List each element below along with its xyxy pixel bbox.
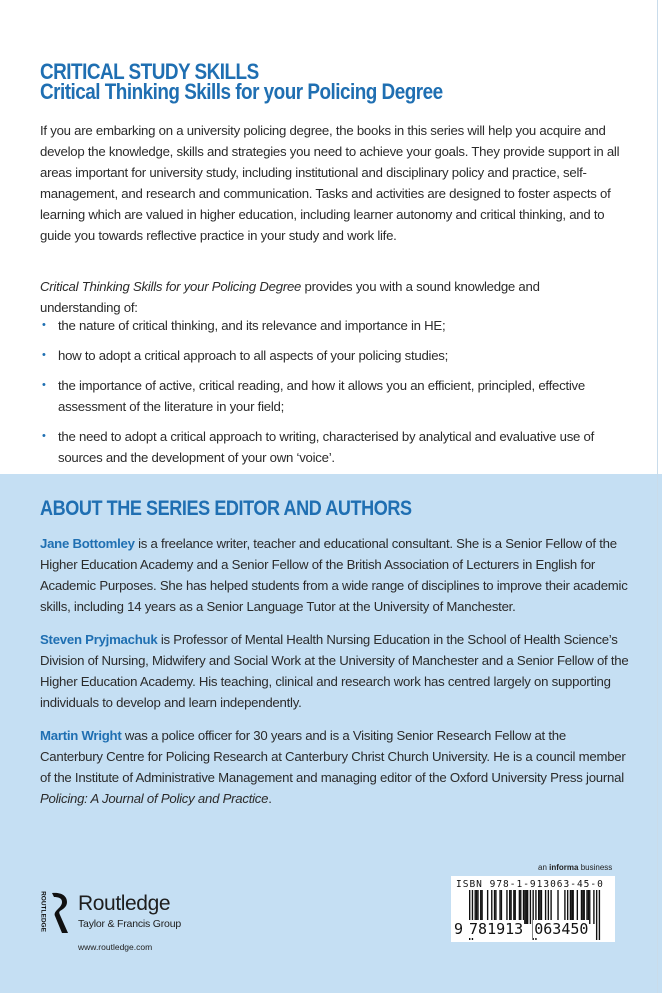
ean-group-right: 063450: [534, 920, 589, 938]
journal-title: Policing: A Journal of Policy and Practice: [40, 791, 269, 806]
barcode-bar: [481, 890, 482, 924]
barcode-bar: [476, 890, 477, 924]
barcode-bar: [530, 890, 531, 924]
author-bio-end: .: [268, 791, 272, 806]
barcode-bar: [475, 890, 476, 924]
barcode-bar: [584, 890, 585, 924]
author-name: Martin Wright: [40, 728, 122, 743]
barcode-bar: [501, 890, 502, 924]
ean-digits: [454, 920, 589, 938]
intro-paragraph: [40, 120, 628, 246]
author-bio-text: was a police officer for 30 years and is a Visiting Senior Research Fellow at the Canterbury Centre for Policing Research at Canterbury Christ Church University. He is a council member of the Institute of Administrative Management and managing editor of the Oxford University Press journal: [40, 728, 626, 785]
routledge-r-icon: [50, 892, 70, 934]
author-bio-text: is Professor of Mental Health Nursing Education in the School of Health Science’s Division of Nursing, Midwifery and Social Work at the University of Manchester and a Senior Fellow of the Higher Education Academy. His teaching, clinical and research work has centred largely on supporting individuals to develop and learn independently.: [40, 632, 629, 710]
barcode-bar: [509, 890, 510, 924]
barcode-bar: [526, 890, 527, 924]
description-section: [0, 0, 662, 474]
author-bio: [40, 629, 630, 713]
publisher-url[interactable]: www.routledge.com: [78, 942, 153, 952]
logo-vertical-wordmark: [38, 892, 48, 934]
barcode-bar: [519, 890, 520, 924]
barcode-bar: [588, 890, 589, 924]
barcode-bar: [596, 890, 597, 940]
barcode-bar: [581, 890, 582, 924]
barcode-bar: [541, 890, 542, 924]
list-item: [40, 426, 620, 468]
barcode-bar: [491, 890, 492, 924]
publisher-group: Taylor & Francis Group: [78, 918, 181, 930]
bullet-icon: •: [42, 430, 46, 442]
barcode-bar: [523, 890, 524, 924]
barcode-bar: [527, 890, 528, 924]
barcode-bar: [477, 890, 478, 924]
barcode-bar: [599, 890, 600, 940]
list-item-text: the nature of critical thinking, and its relevance and importance in HE;: [58, 318, 446, 333]
bullet-icon: •: [42, 319, 46, 331]
barcode-bar: [582, 890, 583, 924]
barcode-bar: [487, 890, 488, 924]
barcode-bar: [513, 890, 514, 924]
barcode-bar: [538, 890, 539, 924]
author-name: Steven Pryjmachuk: [40, 632, 158, 647]
provides-paragraph: [40, 276, 600, 318]
intro-text: If you are embarking on a university policing degree, the books in this series will help you acquire and develop the knowledge, skills and strategies you need to achieve your goals. They provide support in all areas important for university study, including institutional and disciplinary policy and practice, self-management, and research and communication. Tasks and activities are designed to foster aspects of learning which are valued in higher education, including learner autonomy and critical thinking, and to guide you towards reflective practice in your study and work life.: [40, 123, 620, 243]
informa-suffix: business: [578, 863, 613, 872]
isbn-barcode: [451, 876, 615, 942]
barcode-bar: [570, 890, 571, 924]
barcode-bar: [593, 890, 594, 924]
list-item: [40, 345, 620, 366]
provides-book-title: Critical Thinking Skills for your Policing Degree: [40, 279, 302, 294]
list-item: [40, 315, 620, 336]
barcode-bar: [564, 890, 565, 924]
author-bio-text: is a freelance writer, teacher and educational consultant. She is a Senior Fellow of the Higher Education Academy and a Senior Fellow of the British Association of Lecturers in English for Academic Purposes. She has helped students from a wide range of disciplines to improve their academic skills, including 14 years as a Senior Language Tutor at the University of Manchester.: [40, 536, 628, 614]
series-title: CRITICAL STUDY SKILLS: [40, 59, 259, 84]
barcode-bar: [506, 890, 507, 924]
informa-prefix: an: [538, 863, 550, 872]
provides-text: provides you with a sound knowledge and understanding of:: [40, 279, 540, 315]
author-name: Jane Bottomley: [40, 536, 135, 551]
list-item-text: the need to adopt a critical approach to writing, characterised by analytical and evaluative use of sources and the development of your own ‘voice’.: [58, 429, 595, 465]
barcode-bar: [495, 890, 496, 924]
barcode-bar: [524, 890, 525, 924]
informa-brand: informa: [549, 863, 579, 872]
barcode-bar: [557, 890, 558, 924]
barcode-bar: [577, 890, 578, 924]
list-item-text: how to adopt a critical approach to all aspects of your policing studies;: [58, 348, 449, 363]
book-title: Critical Thinking Skills for your Policing Degree: [40, 79, 443, 104]
about-heading: ABOUT THE SERIES EDITOR AND AUTHORS: [40, 497, 412, 520]
publisher-name: Routledge: [78, 892, 171, 915]
barcode-bar: [567, 890, 568, 924]
barcode-bar: [539, 890, 540, 924]
barcode-bar: [573, 890, 574, 924]
logo-vertical-text: ROUTLEDGE: [39, 891, 47, 932]
barcode-bar: [520, 890, 521, 924]
ean-first-digit: 9: [454, 920, 464, 938]
barcode-bar: [586, 890, 587, 924]
barcode-bar: [545, 890, 546, 924]
list-item-text: the importance of active, critical reading, and how it allows you an efficient, principled, effective assessment of the literature in your field;: [58, 378, 585, 414]
barcode-bar: [550, 890, 551, 924]
list-item: [40, 375, 620, 417]
bullet-icon: •: [42, 349, 46, 361]
author-bio: [40, 725, 630, 809]
barcode-bar: [494, 890, 495, 924]
barcode-bar: [515, 890, 516, 924]
routledge-logo: [38, 892, 218, 972]
barcode-bar: [571, 890, 572, 924]
barcode-bar: [499, 890, 500, 924]
barcode-bar: [510, 890, 511, 924]
barcode-bar: [589, 890, 590, 924]
ean-group-left: 781913: [469, 920, 524, 938]
barcode-bar: [548, 890, 549, 924]
edge-divider: [657, 0, 658, 993]
bullet-icon: •: [42, 379, 46, 391]
author-bio: [40, 533, 630, 617]
informa-tagline: [538, 863, 612, 872]
barcode-bar: [480, 890, 481, 924]
benefits-list: [40, 315, 620, 477]
isbn-label: ISBN 978-1-913063-45-0: [456, 879, 604, 890]
